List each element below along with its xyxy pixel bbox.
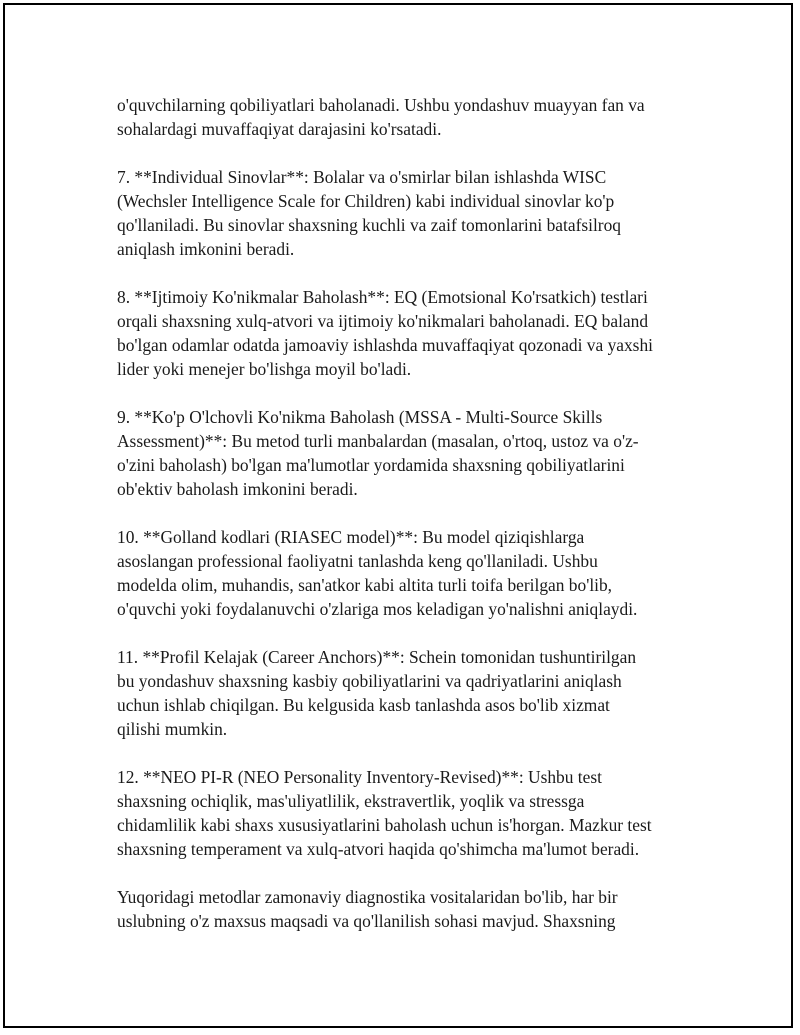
text-line: 9. **Ko'p O'lchovli Ko'nikma Baholash (MSSA - Multi-Source Skills [117,407,603,427]
text-line: bu yondashuv shaxsning kasbiy qobiliyatlarini va qadriyatlarini aniqlash [117,671,622,691]
text-line: 12. **NEO PI-R (NEO Personality Inventory-Revised)**: Ushbu test [117,767,602,787]
text-line: chidamlilik kabi shaxs xususiyatlarini baholash uchun is'horgan. Mazkur test [117,815,652,835]
text-line: Assessment)**: Bu metod turli manbalardan (masalan, o'rtoq, ustoz va o'z- [117,431,639,451]
text-line: o'zini baholash) bo'lgan ma'lumotlar yordamida shaxsning qobiliyatlarini [117,455,625,475]
text-line: o'quvchi yoki foydalanuvchi o'zlariga mos keladigan yo'nalishni aniqlaydi. [117,599,638,619]
text-line: 11. **Profil Kelajak (Career Anchors)**: Schein tomonidan tushuntirilgan [117,647,637,667]
text-line: o'quvchilarning qobiliyatlari baholanadi. Ushbu yondashuv muayyan fan va [117,95,645,115]
text-line: lider yoki menejer bo'lishga moyil bo'ladi. [117,359,412,379]
text-line: (Wechsler Intelligence Scale for Children) kabi individual sinovlar ko'p [117,191,615,211]
document-body [117,93,697,957]
text-line: qo'llaniladi. Bu sinovlar shaxsning kuchli va zaif tomonlarini batafsilroq [117,215,621,235]
text-line: uchun ishlab chiqilgan. Bu kelgusida kasb tanlashda asos bo'lib xizmat [117,695,610,715]
paragraph-item-11 [117,645,697,741]
text-line: ob'ektiv baholash imkonini beradi. [117,479,358,499]
paragraph-conclusion [117,885,697,933]
text-line: aniqlash imkonini beradi. [117,239,295,259]
paragraph-item-8 [117,285,697,381]
text-line: orqali shaxsning xulq-atvori va ijtimoiy ko'nikmalari baholanadi. EQ baland [117,311,649,331]
text-line: qilishi mumkin. [117,719,228,739]
text-line: shaxsning temperament va xulq-atvori haqida qo'shimcha ma'lumot beradi. [117,839,640,859]
text-line: 8. **Ijtimoiy Ko'nikmalar Baholash**: EQ (Emotsional Ko'rsatkich) testlari [117,287,648,307]
text-line: asoslangan professional faoliyatni tanlashda keng qo'llaniladi. Ushbu [117,551,598,571]
paragraph-item-7 [117,165,697,261]
text-line: shaxsning ochiqlik, mas'uliyatlilik, ekstravertlik, yoqlik va stressga [117,791,585,811]
text-line: 10. **Golland kodlari (RIASEC model)**: Bu model qiziqishlarga [117,527,585,547]
paragraph-item-9 [117,405,697,501]
text-line: 7. **Individual Sinovlar**: Bolalar va o'smirlar bilan ishlashda WISC [117,167,607,187]
text-line: modelda olim, muhandis, san'atkor kabi altita turli toifa berilgan bo'lib, [117,575,613,595]
paragraph-item-12 [117,765,697,861]
paragraph-intro-continuation [117,93,697,141]
paragraph-item-10 [117,525,697,621]
text-line: bo'lgan odamlar odatda jamoaviy ishlashda muvaffaqiyat qozonadi va yaxshi [117,335,653,355]
text-line: sohalardagi muvaffaqiyat darajasini ko'rsatadi. [117,119,442,139]
text-line: Yuqoridagi metodlar zamonaviy diagnostika vositalaridan bo'lib, har bir [117,887,618,907]
text-line: uslubning o'z maxsus maqsadi va qo'llanilish sohasi mavjud. Shaxsning [117,911,616,931]
